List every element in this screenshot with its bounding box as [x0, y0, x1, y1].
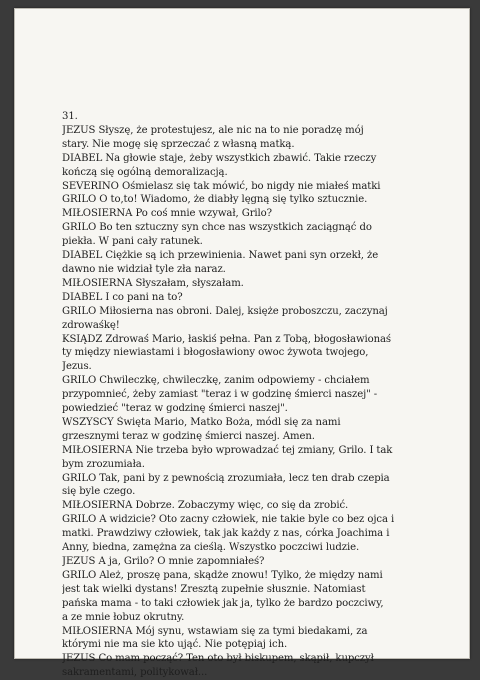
text-line: JEZUS Co mam począć? Ten oto był biskupem, skąpił, kupczył	[62, 653, 374, 665]
text-line: sakramentami, politykował...	[62, 667, 208, 679]
text-line: KSIĄDZ Zdrowaś Mario, łaskiś pełna. Pan z Tobą, błogosławionaś	[62, 333, 391, 345]
document-text	[62, 110, 442, 680]
text-line: ty między niewiastami i błogosławiony owoc żywota twojego,	[62, 347, 369, 359]
text-line: stary. Nie mogę się sprzeczać z własną matką.	[62, 138, 295, 150]
text-line: DIABEL Na głowie staje, żeby wszystkich zbawić. Takie rzeczy	[62, 152, 377, 164]
page-number: 31.	[62, 111, 78, 122]
text-line: DIABEL I co pani na to?	[62, 291, 183, 303]
text-line: GRILO Tak, pani by z pewnością zrozumiała, lecz ten drab czepia	[62, 472, 390, 484]
text-line: SEVERINO Ośmielasz się tak mówić, bo nigdy nie miałeś matki	[62, 180, 381, 192]
text-line: MIŁOSIERNA Dobrze. Zobaczymy więc, co się da zrobić.	[62, 500, 349, 512]
text-line: GRILO O to,to! Wiadomo, że diabły lęgną się tylko sztucznie.	[62, 194, 368, 206]
document-page	[14, 8, 470, 679]
text-line: jest tak wielki dystans! Zresztą zupełnie słusznie. Natomiast	[62, 583, 366, 595]
text-line: przypomnieć, żeby zamiast "teraz i w godzinę śmierci naszej" -	[62, 389, 378, 401]
text-line: GRILO Miłosierna nas obroni. Dalej, księże proboszczu, zaczynaj	[62, 305, 388, 317]
text-line: GRILO Ależ, proszę pana, skądże znowu! Tylko, że między nami	[62, 569, 383, 581]
text-line: MIŁOSIERNA Nie trzeba było wprowadzać tej zmiany, Grilo. I tak	[62, 444, 393, 456]
text-line: bym zrozumiała.	[62, 458, 145, 470]
text-line: a ze mnie łobuz okrutny.	[62, 611, 185, 623]
text-line: grzesznymi teraz w godzinę śmierci naszej. Amen.	[62, 430, 315, 442]
text-line: JEZUS A ja, Grilo? O mnie zapomniałeś?	[62, 556, 265, 567]
text-line: się byle czego.	[62, 486, 136, 498]
text-line: piekła. W pani cały ratunek.	[62, 236, 203, 248]
text-line: WSZYSCY Święta Mario, Matko Boża, módl się za nami	[62, 416, 341, 428]
text-line: pańska mama - to taki człowiek jak ja, tylko że bardzo poczciwy,	[62, 597, 384, 609]
text-line: DIABEL Ciężkie są ich przewinienia. Nawet pani syn orzekł, że	[62, 250, 379, 262]
text-line: MIŁOSIERNA Mój synu, wstawiam się za tymi biedakami, za	[62, 625, 368, 637]
text-line: GRILO Bo ten sztuczny syn chce nas wszystkich zaciągnąć do	[62, 222, 372, 234]
text-line: GRILO A widzicie? Oto zacny człowiek, nie takie byle co bez ojca i	[62, 514, 395, 526]
text-line: powiedzieć "teraz w godzinę śmierci naszej".	[62, 403, 288, 415]
text-line: GRILO Chwileczkę, chwileczkę, zanim odpowiemy - chciałem	[62, 375, 370, 387]
text-line: dawno nie widział tyle zła naraz.	[62, 263, 226, 275]
text-line: zdrowaśkę!	[62, 319, 120, 331]
text-line: MIŁOSIERNA Po coś mnie wzywał, Grilo?	[62, 208, 272, 220]
text-line: MIŁOSIERNA Słyszałam, słyszałam.	[62, 277, 244, 289]
text-line: Anny, biedna, zamężna za cieślą. Wszystko poczciwi ludzie.	[62, 542, 360, 554]
text-line: matki. Prawdziwy człowiek, tak jak każdy z nas, córka Joachima i	[62, 528, 390, 540]
text-line: kończą się ogólną demoralizacją.	[62, 166, 228, 178]
text-line: którymi nie ma sie kto ująć. Nie potępiaj ich.	[62, 639, 288, 651]
text-line: Jezus.	[62, 361, 92, 373]
text-line: JEZUS Słyszę, że protestujesz, ale nic na to nie poradzę mój	[62, 124, 364, 136]
